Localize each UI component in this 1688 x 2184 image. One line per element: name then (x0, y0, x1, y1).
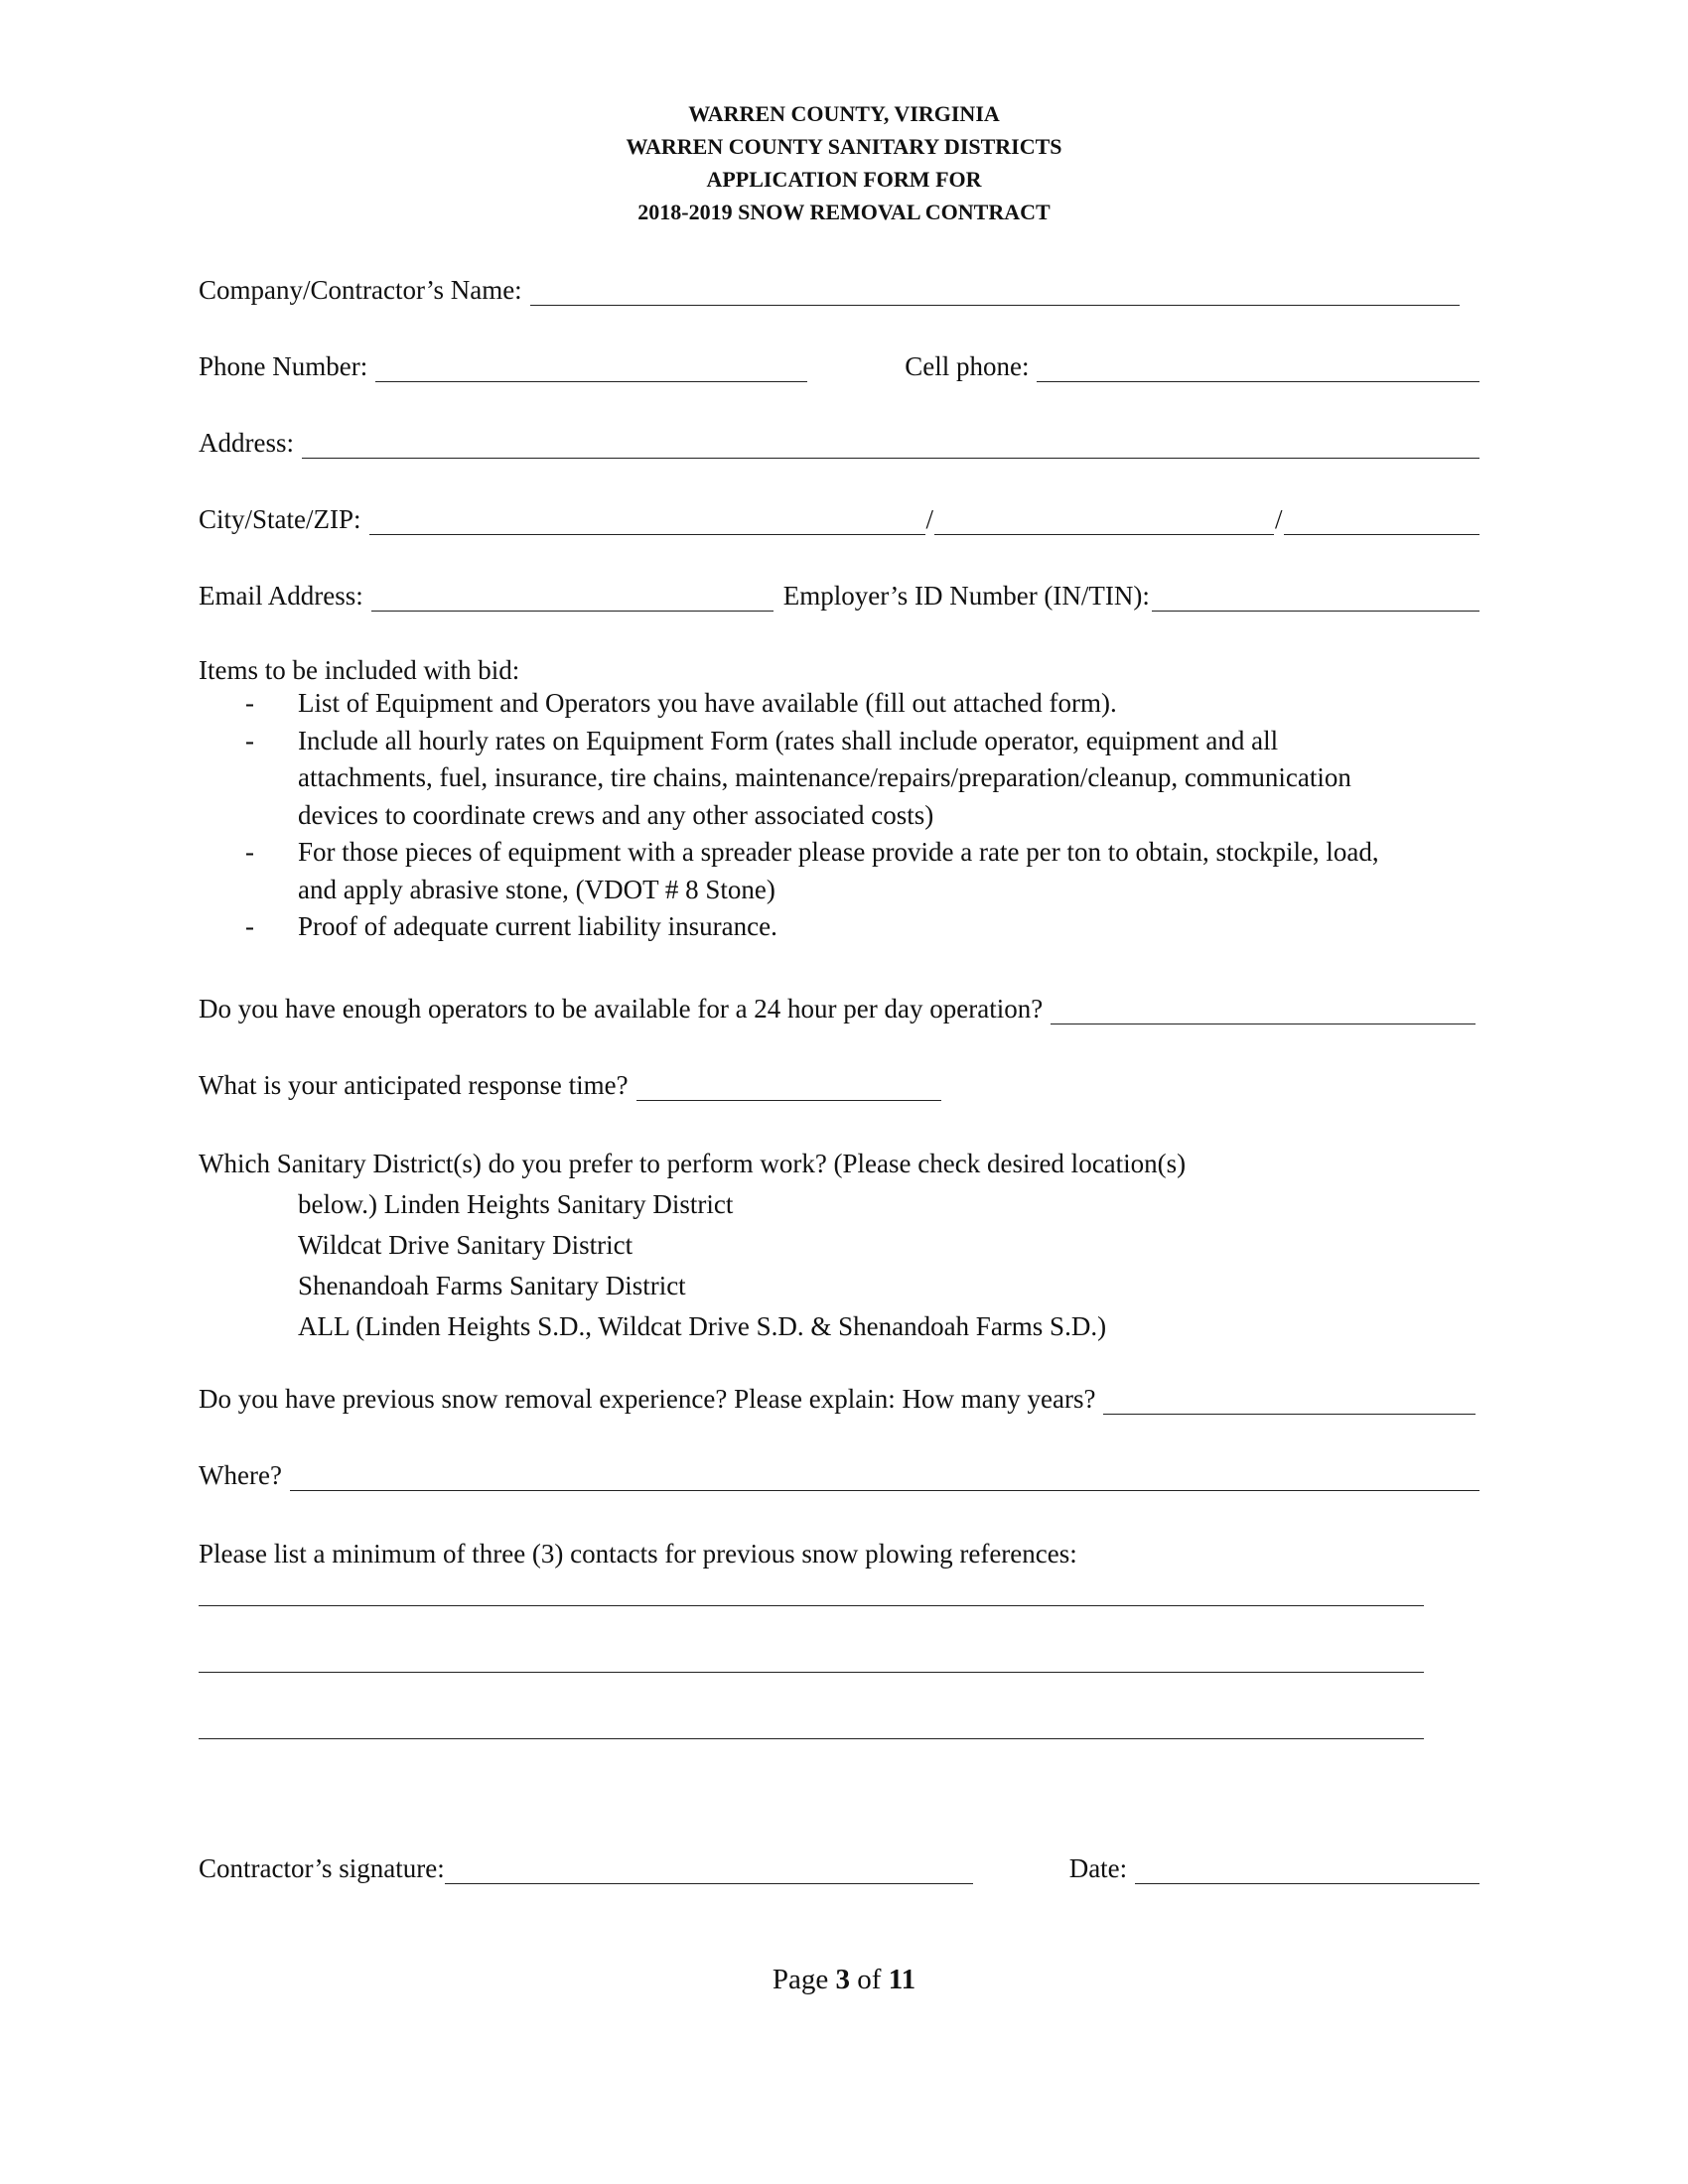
date-field[interactable] (1135, 1855, 1479, 1884)
experience-years-field[interactable] (1103, 1386, 1476, 1415)
email-label: Email Address: (199, 581, 363, 611)
response-question: What is your anticipated response time? (199, 1070, 629, 1100)
phone-number-field[interactable] (375, 353, 807, 382)
address-field[interactable] (302, 430, 1479, 459)
company-row (199, 270, 1460, 306)
page-total: 11 (888, 1964, 916, 1995)
header-districts: WARREN COUNTY SANITARY DISTRICTS (626, 134, 1062, 159)
page-word: Page (772, 1964, 829, 1995)
header-form-title: APPLICATION FORM FOR (706, 167, 982, 192)
date-label: Date: (1068, 1853, 1128, 1883)
where-field[interactable] (290, 1462, 1479, 1491)
page-number: 3 (835, 1964, 851, 1995)
slash-separator: / (1275, 504, 1283, 534)
address-row (199, 423, 1479, 459)
list-item: - List of Equipment and Operators you have available (fill out attached form). (245, 688, 1117, 718)
address-label: Address: (199, 428, 294, 458)
operators-question: Do you have enough operators to be available for a 24 hour per day operation? (199, 994, 1044, 1024)
ein-label: Employer’s ID Number (IN/TIN): (782, 581, 1150, 611)
form-header (0, 97, 1688, 228)
city-state-zip-label: City/State/ZIP: (199, 504, 361, 534)
operators-answer-field[interactable] (1051, 996, 1476, 1024)
district-question: Which Sanitary District(s) do you prefer to perform work? (Please check desired location(s) (199, 1149, 1187, 1178)
cell-label: Cell phone: (905, 351, 1030, 381)
district-option-shenandoah[interactable]: Shenandoah Farms Sanitary District (298, 1271, 686, 1300)
district-option-all[interactable]: ALL (Linden Heights S.D., Wildcat Drive S.D. & Shenandoah Farms S.D.) (298, 1311, 1107, 1341)
company-label: Company/Contractor’s Name: (199, 275, 522, 305)
district-option-linden[interactable]: below.) Linden Heights Sanitary District (298, 1189, 734, 1219)
where-row (199, 1455, 1479, 1491)
response-time-field[interactable] (636, 1072, 941, 1101)
email-row (199, 576, 1479, 612)
response-row (199, 1065, 941, 1101)
signature-label: Contractor’s signature: (199, 1853, 445, 1883)
cell-phone-field[interactable] (1037, 353, 1479, 382)
state-field[interactable] (934, 506, 1274, 535)
operators-row (199, 989, 1476, 1024)
slash-separator: / (925, 504, 934, 534)
references-question: Please list a minimum of three (3) contacts for previous snow plowing references: (199, 1539, 1077, 1569)
items-intro: Items to be included with bid: (199, 655, 520, 685)
header-contract: 2018-2019 SNOW REMOVAL CONTRACT (637, 200, 1051, 224)
reference-line-3[interactable] (199, 1738, 1424, 1739)
signature-row (199, 1848, 1479, 1884)
reference-line-1[interactable] (199, 1605, 1424, 1606)
phone-label: Phone Number: (199, 351, 368, 381)
items-list (199, 685, 1489, 946)
district-option-wildcat[interactable]: Wildcat Drive Sanitary District (298, 1230, 633, 1260)
experience-question: Do you have previous snow removal experience? Please explain: How many years? (199, 1384, 1096, 1414)
list-item: - Proof of adequate current liability insurance. (245, 911, 777, 941)
email-field[interactable] (371, 583, 774, 612)
where-question: Where? (199, 1460, 282, 1490)
experience-row (199, 1379, 1476, 1415)
city-state-zip-row (199, 499, 1479, 535)
zip-field[interactable] (1284, 506, 1479, 535)
page-footer (0, 1964, 1688, 1996)
company-name-field[interactable] (530, 277, 1460, 306)
signature-field[interactable] (445, 1855, 973, 1884)
ein-field[interactable] (1152, 583, 1479, 612)
list-item: - Include all hourly rates on Equipment Form (rates shall include operator, equipment and all attachments, fuel, insurance, tire chains, maintenance/repairs/preparation/cleanup, communication devices to coordinate crews and any other associated costs) (245, 725, 1351, 830)
of-word: of (857, 1964, 882, 1995)
city-field[interactable] (369, 506, 925, 535)
reference-line-2[interactable] (199, 1672, 1424, 1673)
phone-row (199, 346, 1479, 382)
list-item: - For those pieces of equipment with a spreader please provide a rate per ton to obtain, stockpile, load, and apply abrasive stone, (VDOT # 8 Stone) (245, 837, 1379, 904)
header-county: WARREN COUNTY, VIRGINIA (688, 101, 1000, 126)
